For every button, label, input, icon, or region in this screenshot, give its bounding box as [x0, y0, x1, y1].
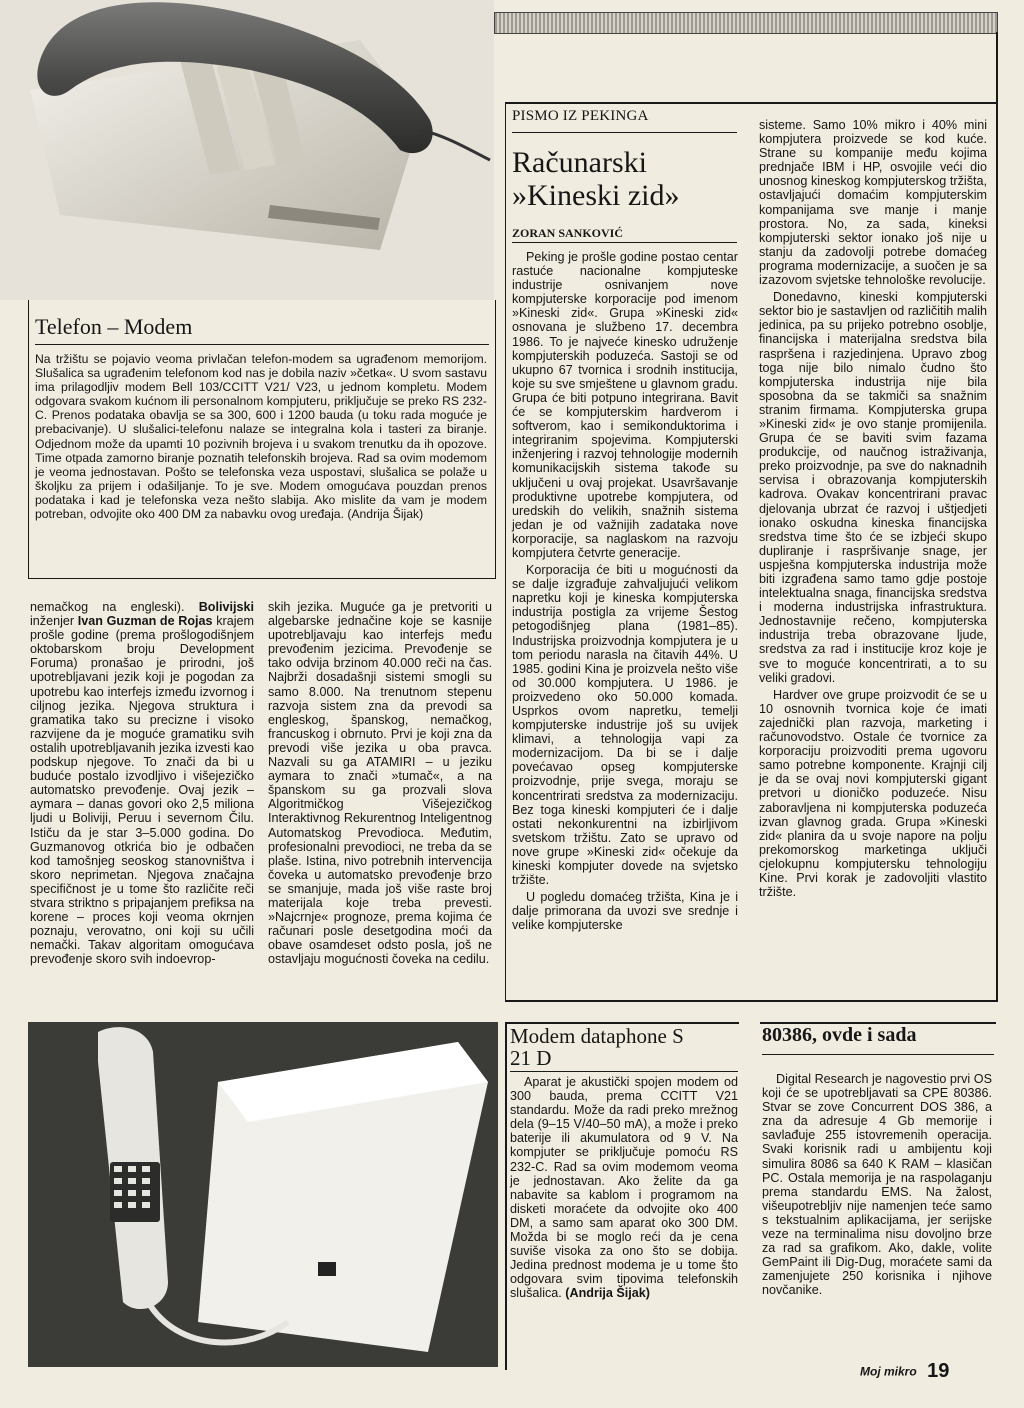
- dataphone-title: [510, 1025, 740, 1069]
- box-80386-title: 80386, ovde i sada: [762, 1024, 917, 1046]
- dataphone-text: [510, 1075, 738, 1304]
- dataphone-title-rule: [510, 1071, 738, 1072]
- telefon-modem-box: [28, 300, 496, 579]
- dataphone-title-line-1: Modem dataphone S: [510, 1024, 684, 1048]
- article-col1-paragraph: nemačkog na engleski). Bolivijski inženjer Ivan Guzman de Rojas krajem prošle godine (prema prošlogodišnjem oktobarskom broju Development Foruma) pronašao je prirodni, još upotrebljavani jezik koji je pogodan za upotrebu kao interfejs između izvornog i ciljnog jezika. Njegova struktura i gramatika tako su precizne i visoko razvijene da je moguće gramatiku svih ostalih upotrebljavanih jezika izvesti kao podskup njegove. To znači da bi u buduće postalo izvodljivo i višejezičko automatsko prevođenje. Ovaj jezik – aymara – danas govori oko 2,5 miliona ljudi u Boliviji, Peruu i severnom Čilu. Ističu da je star 3–5.000 godina. Do Guzmanovog otkrića bio je odbačen kod tamošnjeg seoskog stanovništva i skoro neprimetan. Njegova značajna specifičnost je u tome što različite reči stvara striktno s pripajanjem prefiksa na korene – proces koji veoma okrnjen poznaju, verovatno, oni koji su učili nemački. Takav algoritam omogućava prevođenje skoro svih indoevrop-: [30, 600, 254, 967]
- headline-line-2: »Kineski zid»: [512, 179, 680, 212]
- pekinga-paragraph-2: Korporacija će biti u mogućnosti da se dalje izgrađuje zahvaljujući velikom napretku koji je kineska kompjuterska industrija postigla za vrijeme Šestog petogodišnjeg plana (1981–85). Industrijska proizvodnja kompjutera je u tom periodu narasla na čitavih 44%. U 1985. godini Kina je proizvela nešto više od 30.000 kompjutera. U 1986. je proizvedeno oko 50.000 komada. Usprkos ovom napretku, temelji kompjuterske industrije još su uvijek klimavi, a tehnologija vapi za modernizacijom. Da bi se i dalje povećavao opseg kompjuterske proizvodnje, prije svega, moraju se koncentrirati sredstva za modernizaciju. Bez toga kineski kompjuteri će i dalje ostati nekonkurentni na izbirljivom svetskom tržištu. Zato se upravo od nove grupe »Kineski zid« očekuje da kineski kompjuter dovede na svjetsko tržište.: [512, 563, 738, 888]
- page-footer: [860, 1360, 1000, 1390]
- pekinga-right-rule: [996, 32, 998, 1000]
- pekinga-paragraph-3: U pogledu domaćeg tržišta, Kina je i dalje primorana da uvozi sve srednje i velike kompjuterske: [512, 890, 738, 933]
- kicker-rule: [512, 132, 737, 133]
- dataphone-title-line-2: 21 D: [510, 1046, 552, 1070]
- pekinga-col2-paragraph-1: sisteme. Samo 10% mikro i 40% mini kompjutera proizvede se kod kuće. Strane su kompanije među kojima prednjače IBM i HP, osvojile veći dio unosnog kineskog kompjuterskog tržišta, ostavljajući domaćim kompjuterskim kompanijama sve manje i manje prostora. No, za sada, kineksi kompjuterski sektor ionako još nije u stanju da zadovolji potrebe domaćeg programa modernizacije, a suočen je sa izazovom svjetske tehnološke revolucije.: [759, 118, 987, 288]
- telefon-modem-title: Telefon – Modem: [35, 314, 193, 339]
- pekinga-bottom-rule: [505, 1000, 998, 1002]
- pekinga-top-rule: [505, 102, 998, 104]
- article-col2-paragraph: skih jezika. Mugućе ga je pretvoriti u algebarske jednačine koje se kasnije upotrebljavaju kao interfejs među prevođenim jezicima. Prevođenje se tako odvija brzinom 40.000 reči na čas. Najbrži dosadašnji sistemi smogli su samo 8.000. Na trenutnom stepenu razvoja sistem zna da prevodi sa engleskog, španskog, nemačkog, francuskog i obrnuto. Prvi je koji zna da prevodi više jezika u oba pravca. Nazvali su ga ATAMIRI – u jeziku aymara to znači »tumač«, a na španskom su ga prozvali slova Algoritmičkog Višejezičkog Interaktivnog Rekurentnog Inteligentnog Automatskog Prevodioca. Međutim, profesionalni prevodioci, ne treba da se plaše. Istina, nivo potrebnih intervencija čoveka u automatsko prevođenje brzo se smanjuje, mada još više raste broj materijala koje treba prevesti. »Najcrnje« prognoze, prema kojima će računari posle desetgodina moći da obave osamdeset odsto posla, još ne ostavljaju mogućnosti čoveka na cedilu.: [268, 600, 492, 967]
- pekinga-kicker: PISMO IZ PEKINGA: [512, 108, 649, 124]
- telephone-handset-photo: [0, 0, 494, 300]
- telefon-title-rule: [35, 344, 489, 345]
- pekinga-paragraph-1: Peking je prošle godine postao centar rastuće nacionalne kompjuteske industrije osnivanjem nove kompjuterske korporacije pod imenom »Kineski zid«. Grupa »Kineski zid« osnovana je službeno 17. decembra 1986. To je najveće kinesko udruženje kompjuterskih poduzeća. Sastoji se od ukupno 67 tvornica i srodnih institucija, koje su sve smještene u glavnom gradu. Grupa će biti potpuno integrirana. Bavit će se kompjuterskim hardverom i softverom, kao i semikonduktorima i integriranim spojevima. Kompjuterski inženjering i razvoj tehnologije modernih komunikacijskih sistema takođe su uključeni u ovaj projekat. Usavršavanje produktivne upotrebe kompjutera, od uredskih do velikih, snažnih sistema jedan je od važnijih zadataka nove korporacije, sa naglaskom na razvoju kompjutera četvrte generacije.: [512, 250, 738, 560]
- box-80386-text: [762, 1072, 992, 1301]
- telefon-modem-text: Na tržištu se pojavio veoma privlačan telefon-modem sa ugrađenom memorijom. Slušalica sa ugrađenim telefonom kod nas je dobila naziv »četka«. U svom sastavu ima prilagodljiv modem Bell 103/CCITT V21/ V23, u jednom kompletu. Modem odgovara svakom kućnom ili personalnom kompjuteru, priključuje se preko RS 232-C. Prenos podataka obavlja se sa 300, 600 i 1200 bauda (u toku rada moguće je prebacivanje). U slušalici-telefonu nalaze se integralna kola i tasteri za biranje. Odjednom može da upamti 10 pozivnih brojeva i u svakom trenutku da ih opozove. Time otpada zamorno biranje poznatih telefonskih brojeva. Rad sa ovim modemom je veoma jednostavan. Pošto se telefonska veza uspostavi, slušalica se polaže u školjku za prijem i odašiljanje. To je sve. Modem omogućava pouzdan prenos podataka i kad je telefonska veza nešto slabija. Ako mislite da vam je modem potreban, odvojite oko 400 DM za nabavku ovog uređaja. (Andrija Šijak): [35, 352, 487, 522]
- box-80386-paragraph: Digital Research je nagovestio prvi OS koji će se upotrebljavati sa CPE 80386. Stvar se zove Concurrent DOS 386, a zna da adresuje 4 Gb memorije i savlađuje 255 istovremenih operacija. Svaki korisnik radi u ambijentu koji simulira 8086 sa 640 K RAM – klasičan PC. Ostala memorija je na raspolaganju prema standardu EMS. Na žalost, višeupotrebljiv nije namenjen teće samo s tekstualnim aplikacijama, jer serijske veze na terminalima nisu dovoljno brze za rad sa grafikom. Ako, dakle, volite GemPaint ili Dig-Dug, moraćete sami da zamenjujete 250 korisnika i njihove novčanike.: [762, 1072, 992, 1298]
- pekinga-headline: [512, 146, 742, 212]
- headline-line-1: Računarski: [512, 146, 647, 179]
- pekinga-column-2: [759, 118, 987, 902]
- magazine-name: Moj mikro: [860, 1364, 917, 1379]
- pekinga-col2-paragraph-3: Hardver ove grupe proizvodit će se u 10 osnovnih tvornica koje će imati zajednički plan razvoja, marketing i računovodstvo. Ostale će tvornice za korporaciju proizvoditi prema ugovoru samo potrebne komponente. Krajnji cilj je da se ovaj novi kompjuterski gigant pretvori u dioničko poduzeće. Nisu zaboravljena ni kompjuterska poduzeća izvan glavnog grada. Grupa »Kineski zid« planira da u svoje napore na polju prekomorskog marketinga uključi cjelokupnu kompjutersku tehnologiju Kine. Prvi korak je zadovoljiti vlastito tržište.: [759, 687, 987, 900]
- box-80386-title-rule: [762, 1054, 994, 1055]
- dataphone-paragraph: Aparat je akustički spojen modem od 300 bauda, prema CCITT V21 standardu. Može da radi preko mrežnog dela (9–15 V/40–50 mA), a može i preko baterije ili akumulatora od 9 V. Na kompjuter se priključuje pomoću RS 232-C. Rad sa ovim modemom veoma je jednostavan. Ako želite da ga nabavite sa kablom i programom na disketi moraćete da odvojite oko 400 DM, a samo sam aparat oko 300 DM. Možda bi se moglo reći da je cena suviše visoka za ono što se dobija. Jedina prednost modema je u tome što odgovara svim tipovima telefonskih slušalica. (Andrija Šijak): [510, 1075, 738, 1301]
- page-number: 19: [927, 1360, 950, 1382]
- dataphone-left-rule: [505, 1022, 507, 1370]
- dataphone-photo: [28, 1022, 498, 1367]
- pekinga-byline: ZORAN SANKOVIĆ: [512, 226, 624, 240]
- pekinga-col2-paragraph-2: Donedavno, kineski kompjuterski sektor bio je sastavljen od različitih malih jedinica, pa su prijeko potrebno osoblje, financijska i materijalna sredstva bila raspršena i razjedinjena. Upravo zbog toga nije bilo nimalo čudno što kompjuterska industrija nije bila sposobna da se takmiči sa snažnim stranim firmama. Kompjuterska grupa »Kineski zid« je ovo stanje promijenila. Grupa će se baviti svim fazama produkcije, od naučnog istraživanja, preko proizvodnje, pa sve do naknadnih servisa i obrazovanja kompjuterskih kadrova. Ovakav koncentrirani pravac djelovanja ubrzat će razvoj i uštjedjeti ionako oskudna kineska financijska sredstva time što će se izbjeći skupo dupliranje i raspršivanje snage, jer uspješna kompjuterska industrija može biti izgrađena samo tamo gdje postoje intelektualna snaga, financijska sredstva i moderna industrijska infrastruktura. Jednostavnije rečeno, kompjuterska industrija treba obrazovane ljude, sredstva za rad i institucije kroz koje je sve to moguće koncentrirati, a to su veliki gradovi.: [759, 290, 987, 685]
- pekinga-column-1: [512, 250, 738, 936]
- article-column-1: [30, 600, 254, 969]
- article-column-2: [268, 600, 492, 969]
- header-stripe: [494, 12, 998, 34]
- byline-rule: [512, 242, 737, 243]
